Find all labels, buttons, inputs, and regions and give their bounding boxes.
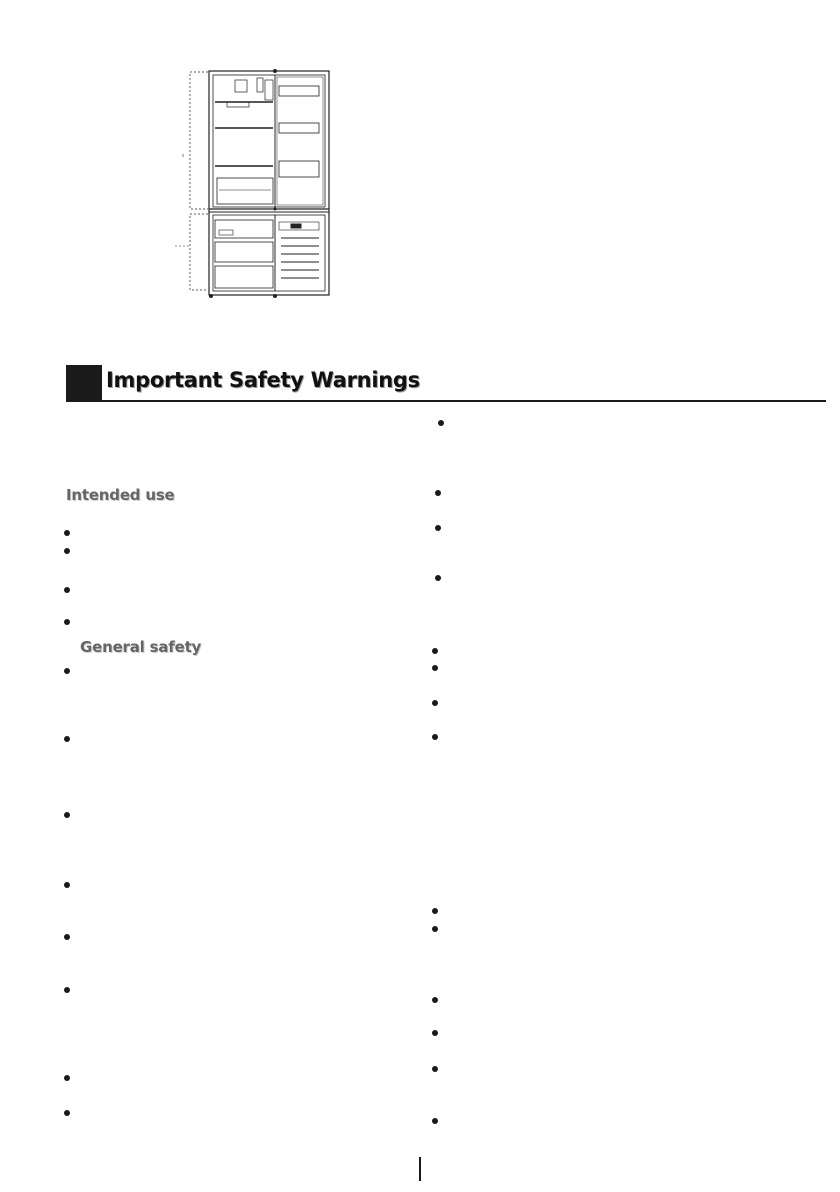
bullet-point bbox=[435, 525, 441, 531]
bullet-point bbox=[64, 812, 70, 818]
section-title-general-safety: General safety bbox=[80, 638, 202, 656]
section-title-intended-use: Intended use bbox=[66, 486, 175, 504]
bullet-point bbox=[64, 548, 70, 554]
bullet-point bbox=[432, 1030, 438, 1036]
bullet-point bbox=[64, 882, 70, 888]
bullet-point bbox=[432, 1118, 438, 1124]
bullet-point bbox=[64, 530, 70, 536]
bullet-point bbox=[438, 420, 444, 426]
page-number-divider bbox=[419, 1157, 421, 1181]
bullet-point bbox=[435, 490, 441, 496]
heading-rule bbox=[102, 400, 826, 402]
bullet-point bbox=[64, 1110, 70, 1116]
bullet-point bbox=[64, 736, 70, 742]
bullet-point bbox=[432, 908, 438, 914]
bullet-point bbox=[432, 648, 438, 654]
bullet-point bbox=[64, 668, 70, 674]
bullet-point bbox=[432, 734, 438, 740]
bullet-point bbox=[64, 987, 70, 993]
page-title: Important Safety Warnings bbox=[106, 368, 420, 392]
bullet-point bbox=[432, 665, 438, 671]
bullet-point bbox=[64, 587, 70, 593]
bullet-point bbox=[432, 926, 438, 932]
bullet-point bbox=[432, 1066, 438, 1072]
bullet-point bbox=[64, 1075, 70, 1081]
heading-marker bbox=[66, 365, 102, 402]
bullet-point bbox=[64, 934, 70, 940]
bullet-point bbox=[64, 619, 70, 625]
bullet-point bbox=[432, 997, 438, 1003]
bullet-point bbox=[432, 700, 438, 706]
refrigerator-diagram bbox=[175, 66, 345, 302]
bullet-point bbox=[435, 575, 441, 581]
